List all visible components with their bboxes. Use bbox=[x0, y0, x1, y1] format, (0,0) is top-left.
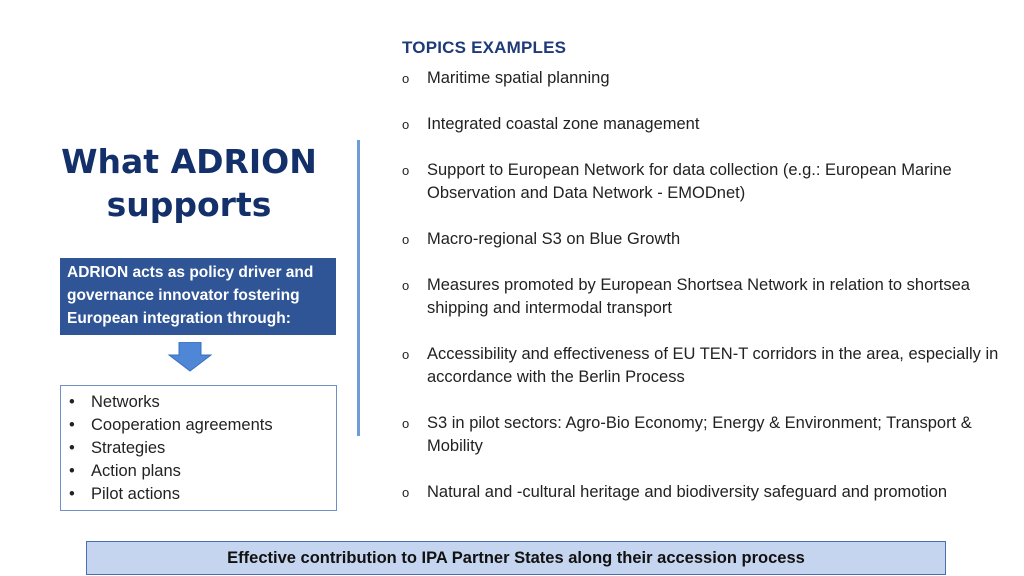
list-item bbox=[69, 391, 336, 414]
topic-text: Accessibility and effectiveness of EU TEN-T corridors in the area, especially in accordance with the Berlin Process bbox=[427, 345, 999, 386]
topic-text: Maritime spatial planning bbox=[427, 69, 610, 87]
topic-text: S3 in pilot sectors: Agro-Bio Economy; Energy & Environment; Transport & Mobility bbox=[427, 414, 972, 455]
vertical-divider bbox=[357, 140, 360, 436]
list-item-label: Action plans bbox=[91, 462, 181, 480]
topic-text: Natural and -cultural heritage and biodiversity safeguard and promotion bbox=[427, 483, 948, 501]
list-item-label: Cooperation agreements bbox=[91, 416, 273, 434]
topic-item bbox=[402, 67, 1018, 90]
circle-bullet-icon: o bbox=[402, 163, 410, 178]
list-item bbox=[69, 460, 336, 483]
topic-item bbox=[402, 228, 1018, 251]
circle-bullet-icon: o bbox=[402, 347, 410, 362]
circle-bullet-icon: o bbox=[402, 117, 410, 132]
bullet-icon: • bbox=[69, 416, 75, 434]
topic-item bbox=[402, 343, 1018, 389]
topic-text: Measures promoted by European Shortsea Network in relation to shortsea shipping and intermodal transport bbox=[427, 276, 970, 317]
page-title: What ADRION supports bbox=[61, 142, 317, 224]
instruments-list-box bbox=[60, 385, 337, 511]
topic-item bbox=[402, 481, 1018, 504]
list-item-label: Strategies bbox=[91, 439, 166, 457]
topics-header: TOPICS EXAMPLES bbox=[402, 38, 567, 57]
topic-item bbox=[402, 412, 1018, 458]
circle-bullet-icon: o bbox=[402, 71, 410, 86]
circle-bullet-icon: o bbox=[402, 416, 410, 431]
footer-banner: Effective contribution to IPA Partner States along their accession process bbox=[86, 541, 946, 575]
policy-description-box: ADRION acts as policy driver and governance innovator fostering European integration through: bbox=[60, 258, 336, 335]
list-item-label: Networks bbox=[91, 393, 160, 411]
list-item bbox=[69, 414, 336, 437]
bullet-icon: • bbox=[69, 439, 75, 457]
topic-text: Support to European Network for data collection (e.g.: European Marine Observation and Data Network - EMODnet) bbox=[427, 161, 952, 202]
list-item-label: Pilot actions bbox=[91, 485, 180, 503]
circle-bullet-icon: o bbox=[402, 485, 410, 500]
topic-item bbox=[402, 159, 1018, 205]
topic-text: Integrated coastal zone management bbox=[427, 115, 700, 133]
topic-item bbox=[402, 274, 1018, 320]
topic-item bbox=[402, 113, 1018, 136]
down-arrow-icon bbox=[167, 342, 213, 372]
bullet-icon: • bbox=[69, 393, 75, 411]
bullet-icon: • bbox=[69, 485, 75, 503]
bullet-icon: • bbox=[69, 462, 75, 480]
list-item bbox=[69, 437, 336, 460]
circle-bullet-icon: o bbox=[402, 232, 410, 247]
topic-text: Macro-regional S3 on Blue Growth bbox=[427, 230, 681, 248]
circle-bullet-icon: o bbox=[402, 278, 410, 293]
list-item bbox=[69, 483, 336, 506]
